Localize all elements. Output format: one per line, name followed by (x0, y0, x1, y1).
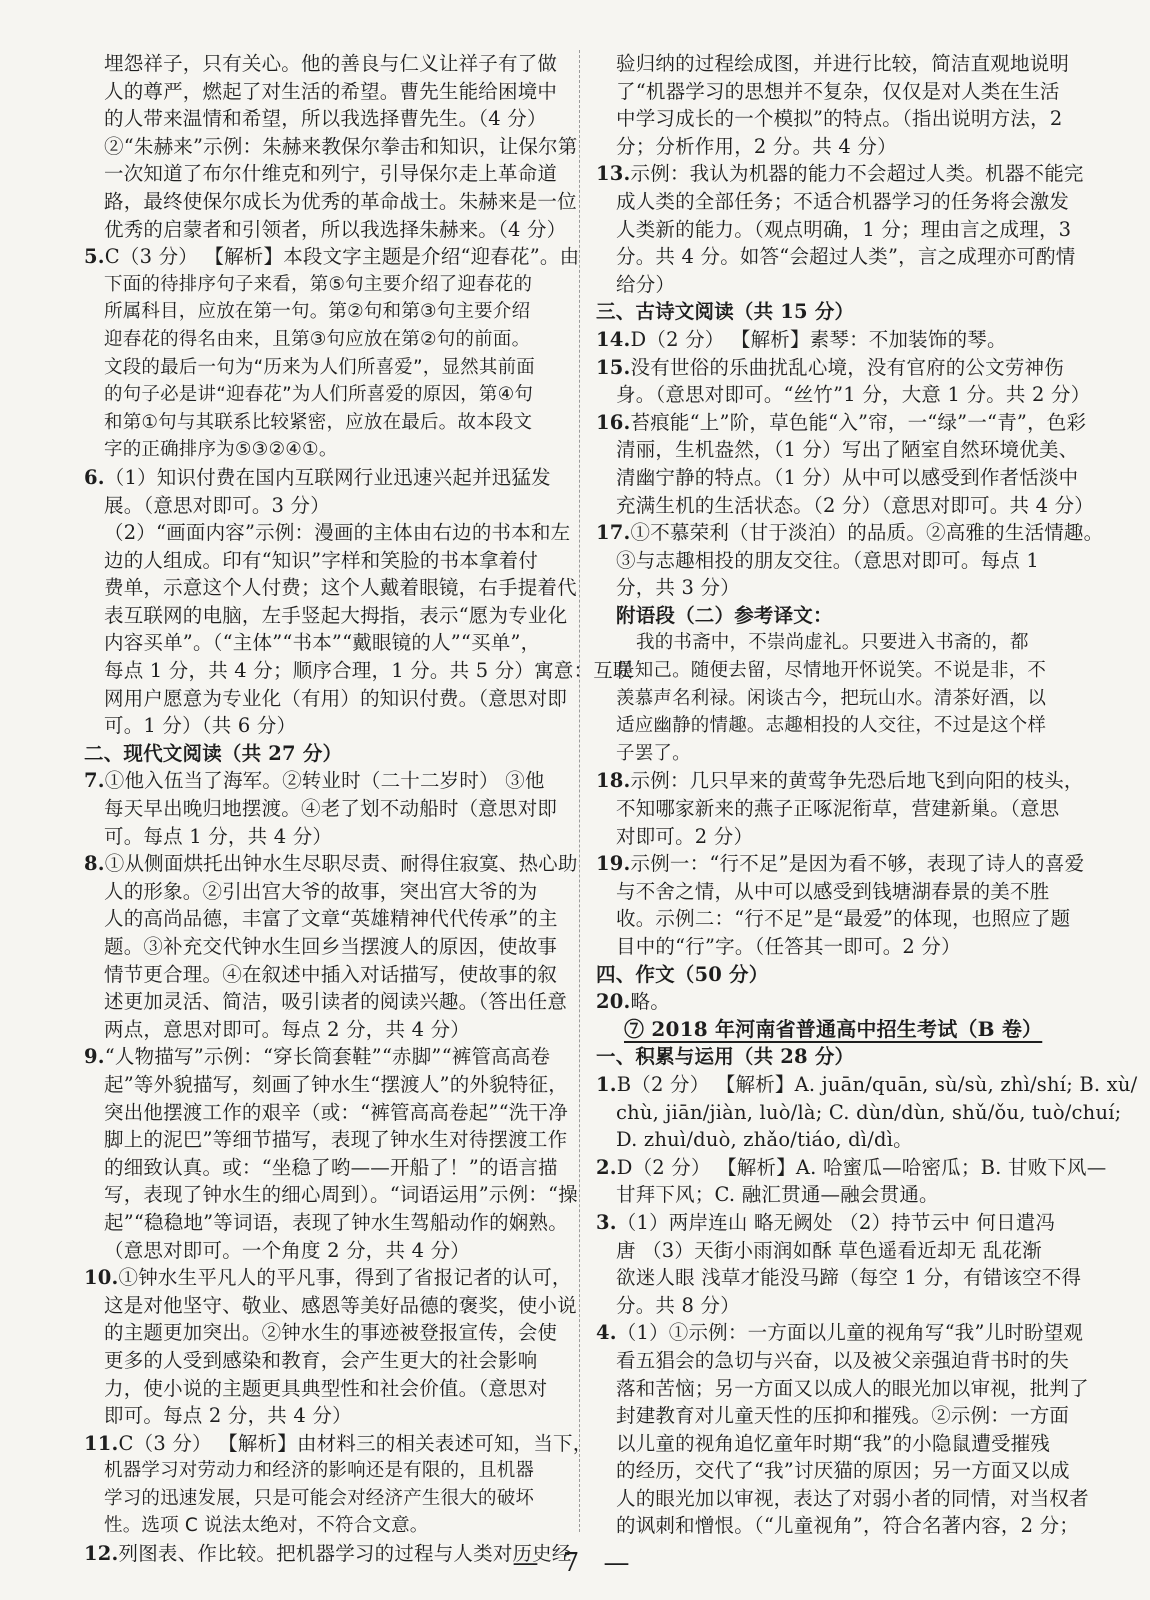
text-line (84, 464, 570, 492)
line-text: 的细致认真。或：“坐稳了哟——开船了！”的语言描 (104, 1155, 558, 1179)
line-text: 述更加灵活、简洁，吸引读者的阅读兴趣。（答出任意 (104, 990, 568, 1014)
text-line (84, 1126, 570, 1154)
line-text: 每天早出晚归地摆渡。④老了划不动船时（意思对即 (104, 797, 558, 821)
line-text: 力，使小说的主题更具典型性和社会价值。（意思对 (104, 1376, 548, 1400)
line-text: 边的人组成。印有“知识”字样和笑脸的书本拿着付 (104, 548, 539, 572)
line-text: chù, jiān/jiàn, luò/là; C. dùn/dùn, shǔ/ǒu, tuò/chuí; (616, 1100, 1122, 1124)
text-line (84, 243, 580, 271)
line-text: 突出他摆渡工作的艰辛（或：“裤管高高卷起”“洗干净 (104, 1100, 568, 1124)
question-number: 2. (596, 1155, 617, 1179)
text-line (84, 354, 570, 382)
text-line (596, 1402, 1074, 1430)
line-text: 以儿童的视角追忆童年时期“我”的小隐鼠遭受摧残 (616, 1431, 1051, 1455)
text-line (596, 1209, 1074, 1237)
text-line (84, 602, 570, 630)
text-line (596, 1319, 1084, 1347)
question-number: 14. (596, 327, 631, 351)
text-line (84, 1209, 570, 1237)
text-line (596, 354, 1074, 382)
text-line (84, 1237, 570, 1265)
text-line (596, 988, 1074, 1016)
text-line (84, 850, 578, 878)
question-number: 17. (596, 521, 631, 545)
line-text: 成人类的全部任务；不适合机器学习的任务将会激发 (616, 189, 1070, 213)
line-text: 表互联网的电脑，左手竖起大拇指，表示“愿为专业化 (104, 603, 568, 627)
line-text: ①从侧面烘托出钟水生尽职尽责、耐得住寂寞、热心助 (104, 852, 578, 876)
line-text: 这是对他坚守、敬业、感恩等美好品德的褒奖，使小说 (104, 1293, 577, 1317)
line-text: 甘拜下风；C. 融汇贯通—融会贯通。 (616, 1183, 939, 1207)
text-line (596, 574, 1074, 602)
line-text: ⑦ 2018 年河南省普通高中招生考试（B 卷） (624, 1016, 1043, 1041)
text-line (596, 740, 1074, 768)
line-text: 脚上的泥巴”等细节描写，表现了钟水生对待摆渡工作 (104, 1128, 568, 1152)
text-line (84, 1154, 570, 1182)
question-number: 8. (84, 852, 105, 876)
page-number (0, 1548, 1150, 1578)
text-line (84, 547, 570, 575)
line-text: 验归纳的过程绘成图，并进行比较，简洁直观地说明 (616, 52, 1070, 75)
text-line (84, 1375, 570, 1403)
line-text: ③与志趣相投的朋友交往。（意思对即可。每点 1 (616, 548, 1039, 572)
line-text: 所属科目，应放在第一句。第②句和第③句主要介绍 (104, 301, 531, 323)
line-text: 给分） (616, 272, 676, 296)
line-text: 人的高尚品德，丰富了文章“英雄精神代代传承”的主 (104, 907, 558, 931)
line-text: ①钟水生平凡人的平凡事，得到了省报记者的认可， (118, 1266, 572, 1290)
text-line (84, 574, 577, 602)
line-text: 的句子必是讲“迎春花”为人们所喜爱的原因，第④句 (104, 384, 534, 406)
text-line (596, 712, 1074, 740)
question-number: 18. (596, 769, 631, 793)
line-text: 列图表、作比较。把机器学习的过程与人类对历史经 (118, 1542, 572, 1566)
line-text: 与不舍之情，从中可以感受到钱塘湖春景的美不胜 (616, 879, 1050, 903)
text-line (596, 271, 1074, 299)
question-number: 12. (84, 1542, 119, 1566)
right-column (596, 50, 1138, 1540)
text-line (596, 767, 1084, 795)
line-text: 示例：我认为机器的能力不会超过人类。机器不能完 (630, 162, 1084, 186)
text-line (84, 519, 570, 547)
question-number: 10. (84, 1266, 119, 1290)
text-line (84, 1264, 570, 1292)
section-heading (596, 298, 1074, 326)
text-line (596, 1071, 1138, 1099)
line-text: （意思对即可。一个角度 2 分，共 4 分） (104, 1238, 471, 1262)
text-line (596, 326, 1074, 354)
question-number: 16. (596, 410, 631, 434)
line-text: 一次知道了布尔什维克和列宁，引导保尔走上革命道 (104, 162, 558, 186)
line-text: 更多的人受到感染和教育，会产生更大的社会影响 (104, 1348, 538, 1372)
text-line (84, 1071, 570, 1099)
text-line (596, 1264, 1082, 1292)
line-text: 优秀的启蒙者和引领者，所以我选择朱赫来。（4 分） (104, 217, 567, 241)
text-line (596, 1126, 1074, 1154)
text-line (84, 1292, 577, 1320)
text-line (84, 1099, 570, 1127)
text-line (596, 492, 1095, 520)
text-line (596, 933, 1074, 961)
line-text: C（3 分） 【解析】由材料三的相关表述可知，当下， (118, 1431, 593, 1455)
line-text: 分，共 3 分） (616, 576, 740, 600)
line-text: 起”等外貌描写，刻画了钟水生“摆渡人”的外貌特征， (104, 1072, 568, 1096)
line-text: 示例：几只早来的黄莺争先恐后地飞到向阳的枝头， (630, 769, 1084, 793)
line-text: 清丽，生机盎然，（1 分）写出了陋室自然环境优美、 (616, 438, 1079, 462)
text-line (84, 160, 570, 188)
line-text: 我的书斋中，不崇尚虚礼。只要进入书斋的，都 (636, 632, 1029, 654)
line-text: 人类新的能力。（观点明确，1 分；理由言之成理，3 (616, 217, 1072, 241)
text-line (84, 188, 577, 216)
section-heading (596, 602, 1074, 630)
line-text: 子罢了。 (616, 742, 691, 764)
line-text: 埋怨祥子，只有关心。他的善良与仁义让祥子有了做 (104, 52, 558, 75)
line-text: 性。选项 C 说法太绝对，不符合文意。 (104, 1515, 429, 1537)
text-line (84, 298, 570, 326)
text-line (596, 133, 1074, 161)
text-line (84, 1430, 593, 1458)
text-line (596, 1099, 1122, 1127)
text-line (596, 1512, 1079, 1540)
line-text: ①他入伍当了海军。②转业时（二十二岁时） ③他 (104, 769, 545, 793)
question-number: 3. (596, 1210, 617, 1234)
text-line (84, 685, 570, 713)
text-line (596, 850, 1085, 878)
text-line (84, 795, 570, 823)
question-number: 1. (596, 1072, 617, 1096)
line-text: B（2 分） 【解析】A. juān/quān, sù/sù, zhì/shí; B. xù/ (616, 1072, 1138, 1096)
line-text: 人的眼光加以审视，表达了对弱小者的同情，对当权者 (616, 1486, 1089, 1510)
line-text: 起”“稳稳地”等词语，表现了钟水生驾船动作的娴熟。 (104, 1210, 568, 1234)
line-text: 的讽刺和憎恨。（“儿童视角”，符合名著内容，2 分； (616, 1514, 1079, 1538)
text-line (84, 629, 570, 657)
line-text: 欲迷人眼 浅草才能没马蹄（每空 1 分，有错该空不得 (616, 1266, 1082, 1290)
text-line (84, 50, 570, 78)
line-text: 不知哪家新来的燕子正啄泥衔草，营建新巢。（意思 (616, 797, 1060, 821)
line-text: 即可。每点 2 分，共 4 分） (104, 1404, 352, 1428)
line-text: 人的尊严，燃起了对生活的希望。曹先生能给困境中 (104, 79, 558, 103)
text-line (596, 1430, 1074, 1458)
line-text: ①不慕荣利（甘于淡泊）的品质。②高雅的生活情趣。 (630, 521, 1104, 545)
text-line (84, 905, 570, 933)
text-line (596, 381, 1091, 409)
line-text: 两点，意思对即可。每点 2 分，共 4 分） (104, 1017, 471, 1041)
text-line (84, 1457, 570, 1485)
page-number-text: — 7 — (512, 1548, 638, 1578)
line-text: 身。（意思对即可。“丝竹”1 分，大意 1 分。共 2 分） (616, 383, 1091, 407)
text-line (84, 657, 633, 685)
line-text: 内容买单”。（“主体”“书本”“戴眼镜的人”“买单”， (104, 631, 541, 655)
line-text: （1）知识付费在国内互联网行业迅速兴起并迅猛发 (104, 465, 551, 489)
question-number: 4. (596, 1321, 617, 1345)
text-line (84, 78, 570, 106)
line-text: 落和苦恼；另一方面又以成人的眼光加以审视，批判了 (616, 1376, 1089, 1400)
text-line (84, 409, 570, 437)
question-number: 9. (84, 1045, 105, 1069)
line-text: 分。共 4 分。如答“会超过人类”，言之成理亦可酌情 (616, 245, 1076, 269)
line-text: 题。③补充交代钟水生回乡当摆渡人的原因，使故事 (104, 935, 558, 958)
text-line (596, 409, 1087, 437)
text-line (596, 823, 1074, 851)
line-text: 封建教育对儿童天性的压抑和摧残。②示例：一方面 (616, 1404, 1070, 1428)
text-line (84, 326, 570, 354)
line-text: 迎春花的得名由来，且第③句应放在第②句的前面。 (104, 328, 531, 350)
line-text: 学习的迅速发展，只是可能会对经济产生很大的破坏 (104, 1487, 535, 1509)
text-line (596, 78, 1074, 106)
line-text: 路，最终使保尔成长为优秀的革命战士。朱赫来是一位 (104, 189, 577, 213)
text-line (84, 1016, 570, 1044)
text-line (596, 795, 1074, 823)
line-text: 充满生机的生活状态。（2 分）（意思对即可。共 4 分） (616, 493, 1095, 517)
line-text: 没有世俗的乐曲扰乱心境，没有官府的公文劳神伤 (630, 355, 1064, 379)
text-line (84, 988, 570, 1016)
line-text: （2）“画面内容”示例：漫画的主体由右边的书本和左 (104, 521, 571, 545)
line-text: 一、积累与运用（共 28 分） (596, 1045, 855, 1069)
line-text: “人物描写”示例：“穿长筒套鞋”“赤脚”“裤管高高卷 (104, 1045, 551, 1069)
line-text: 略。 (630, 990, 670, 1014)
question-number: 5. (84, 245, 105, 269)
question-number: 20. (596, 990, 631, 1014)
line-text: 三、古诗文阅读（共 15 分） (596, 300, 855, 324)
text-line (596, 1181, 1074, 1209)
line-text: D. zhuì/duò, zhǎo/tiáo, dì/dì。 (616, 1128, 913, 1152)
line-text: 唐 （3）天街小雨润如酥 草色遥看近却无 乱花渐 (616, 1238, 1042, 1262)
text-line (84, 1485, 570, 1513)
line-text: 羡慕声名利禄。闲谈古今，把玩山水。清茶好酒，以 (616, 687, 1047, 709)
text-line (596, 243, 1074, 271)
text-line (84, 961, 570, 989)
text-line (596, 1375, 1089, 1403)
text-line (84, 712, 570, 740)
line-text: C（3 分） 【解析】本段文字主题是介绍“迎春花”。由 (104, 245, 580, 269)
text-line (596, 1237, 1074, 1265)
text-line (84, 436, 570, 464)
text-line (596, 1292, 1074, 1320)
text-line (84, 1347, 570, 1375)
line-text: 目中的“行”字。（任答其一即可。2 分） (616, 935, 961, 958)
line-text: 网用户愿意为专业化（有用）的知识付费。（意思对即 (104, 686, 568, 710)
text-line (596, 629, 1074, 657)
text-line (84, 271, 570, 299)
line-text: 每点 1 分，共 4 分；顺序合理，1 分。共 5 分）寓意：互联 (104, 659, 633, 683)
text-line (596, 1154, 1107, 1182)
text-line (596, 905, 1074, 933)
question-number: 6. (84, 465, 105, 489)
line-text: D（2 分） 【解析】A. 哈蜜瓜—哈密瓜；B. 甘败下风— (616, 1155, 1107, 1179)
text-line (596, 657, 1074, 685)
line-text: D（2 分） 【解析】素琴：不加装饰的琴。 (630, 327, 1007, 351)
text-line (84, 1319, 570, 1347)
question-number: 13. (596, 162, 631, 186)
line-text: （1）两岸连山 略无阙处 （2）持节云中 何日遣冯 (616, 1210, 1056, 1234)
line-text: 人的形象。②引出宫大爷的故事，突出宫大爷的为 (104, 879, 538, 903)
line-text: 分；分析作用，2 分。共 4 分） (616, 134, 897, 158)
text-line (84, 492, 570, 520)
text-line (84, 1181, 578, 1209)
text-line (596, 685, 1074, 713)
text-line (596, 105, 1074, 133)
line-text: 中学习成长的一个模拟”的特点。（指出说明方法，2 (616, 107, 1063, 131)
text-line (596, 1347, 1074, 1375)
line-text: 的主题更加突出。②钟水生的事迹被登报宣传，会使 (104, 1321, 558, 1345)
question-number: 7. (84, 769, 105, 793)
line-text: 看五猖会的急切与兴奋，以及被父亲强迫背书时的失 (616, 1348, 1070, 1372)
line-text: 清幽宁静的特点。（1 分）从中可以感受到作者恬淡中 (616, 465, 1079, 489)
question-number: 15. (596, 355, 631, 379)
line-text: 对即可。2 分） (616, 824, 754, 848)
text-line (596, 1016, 1074, 1044)
line-text: 字的正确排序为⑤③②④①。 (104, 439, 338, 461)
line-text: 附语段（二）参考译文： (616, 603, 833, 627)
text-line (596, 519, 1104, 547)
text-line (596, 436, 1079, 464)
line-text: 情节更合理。④在叙述中插入对话描写，使故事的叙 (104, 962, 558, 986)
text-line (596, 547, 1074, 575)
line-text: 苔痕能“上”阶，草色能“入”帘，一“绿”一“青”，色彩 (630, 410, 1087, 434)
text-line (84, 878, 570, 906)
line-text: 的人带来温情和希望，所以我选择曹先生。（4 分） (104, 107, 547, 131)
question-number: 19. (596, 852, 631, 876)
line-text: （1）①示例：一方面以儿童的视角写“我”儿时盼望观 (616, 1321, 1084, 1345)
text-line (596, 878, 1074, 906)
line-text: 可。1 分）（共 6 分） (104, 714, 297, 738)
section-heading (596, 961, 1074, 989)
text-line (84, 1043, 570, 1071)
text-line (84, 767, 570, 795)
section-heading (596, 1043, 1074, 1071)
line-text: 分。共 8 分） (616, 1293, 740, 1317)
line-text: 和第①句与其联系比较紧密，应放在最后。故本段文 (104, 411, 533, 433)
line-text: 可。每点 1 分，共 4 分） (104, 824, 333, 848)
line-text: 下面的待排序句子来看，第⑤句主要介绍了迎春花的 (104, 273, 533, 295)
text-line (84, 1512, 570, 1540)
text-line (596, 216, 1074, 244)
text-line (84, 1402, 570, 1430)
section-heading (84, 740, 570, 768)
line-text: 了“机器学习的思想并不复杂，仅仅是对人类在生活 (616, 79, 1060, 103)
column-divider (579, 50, 580, 1532)
line-text: 是知己。随便去留，尽情地开怀说笑。不说是非，不 (616, 660, 1047, 682)
line-text: ②“朱赫来”示例：朱赫来教保尔拳击和知识，让保尔第 (104, 134, 578, 158)
line-text: 机器学习对劳动力和经济的影响还是有限的，且机器 (104, 1460, 535, 1482)
text-line (84, 216, 570, 244)
text-line (84, 105, 570, 133)
line-text: 写，表现了钟水生的细心周到）。“词语运用”示例：“操 (104, 1183, 578, 1207)
text-line (596, 1457, 1074, 1485)
line-text: 展。（意思对即可。3 分） (104, 493, 330, 517)
line-text: 文段的最后一句为“历来为人们所喜爱”，显然其前面 (104, 356, 535, 378)
text-line (84, 933, 570, 961)
line-text: 适应幽静的情趣。志趣相投的人交往，不过是这个样 (616, 715, 1047, 737)
line-text: 示例一：“行不足”是因为看不够，表现了诗人的喜爱 (630, 852, 1085, 876)
line-text: 费单，示意这个人付费；这个人戴着眼镜，右手提着代 (104, 576, 577, 600)
text-line (596, 50, 1074, 78)
text-line (84, 381, 570, 409)
text-line (596, 464, 1079, 492)
text-line (596, 160, 1084, 188)
line-text: 收。示例二：“行不足”是“最爱”的体现，也照应了题 (616, 907, 1071, 931)
question-number: 11. (84, 1431, 119, 1455)
line-text: 的经历，交代了“我”讨厌猫的原因；另一方面又以成 (616, 1459, 1070, 1483)
line-text: 四、作文（50 分） (596, 962, 769, 986)
text-line (596, 1485, 1089, 1513)
text-line (84, 823, 570, 851)
line-text: 二、现代文阅读（共 27 分） (84, 741, 343, 765)
text-line (84, 133, 578, 161)
text-line (596, 188, 1074, 216)
